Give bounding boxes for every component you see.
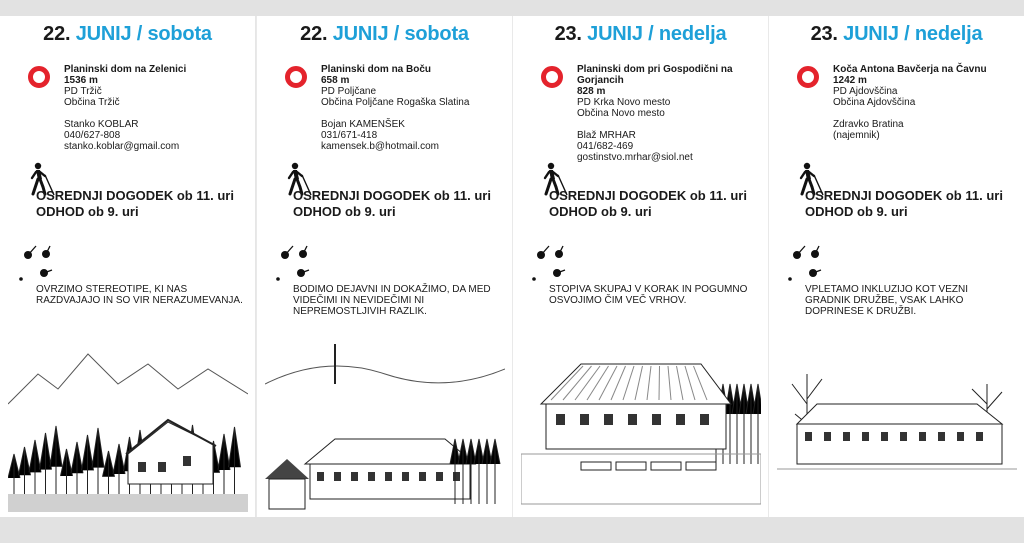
speech-bubbles-icon (529, 238, 569, 282)
speech-bubbles-icon (273, 238, 313, 282)
contact-name: Stanko KOBLAR (64, 119, 139, 130)
date-heading (769, 23, 1024, 46)
date-heading (0, 23, 255, 46)
event-block (293, 188, 491, 220)
hut-name: Koča Antona Bavčerja na Čavnu (833, 64, 987, 75)
hut-name: Planinski dom na Boču (321, 64, 432, 75)
departure-time: ODHOD ob 9. uri (549, 204, 652, 219)
panel (256, 16, 512, 517)
event-block (805, 188, 1003, 220)
inclusion-message: BODIMO DEJAVNI IN DOKAŽIMO, DA MED VIDEČIMI IN NEVIDEČIMI NI NEPREMOSTLJIVIH RAZLIK. (293, 284, 491, 317)
contact-phone: 041/682-469 (577, 141, 634, 152)
contact-email: stanko.koblar@gmail.com (64, 141, 180, 152)
inclusion-message: OVRZIMO STEREOTIPE, KI NAS RAZDVAJAJO IN SO VIR NERAZUMEVANJA. (36, 284, 243, 306)
info-line: Občina Novo mesto (577, 108, 665, 119)
contact-email: gostinstvo.mrhar@siol.net (577, 152, 693, 163)
contact-name: Blaž MRHAR (577, 130, 636, 141)
altitude: 658 m (321, 75, 350, 86)
location-info (321, 64, 507, 152)
info-line (64, 108, 250, 119)
main-event: OSREDNJI DOGODEK ob 11. uri (36, 188, 234, 203)
speech-bubbles-icon (16, 238, 56, 282)
info-line: Občina Poljčane Rogaška Slatina (321, 97, 470, 108)
info-line: Občina Tržič (64, 97, 120, 108)
speech-bubbles-icon (785, 238, 825, 282)
info-line: PD Ajdovščina (833, 86, 898, 97)
panel (512, 16, 768, 517)
contact-phone: 031/671-418 (321, 130, 378, 141)
event-block (549, 188, 747, 220)
day-number: 23. (554, 23, 582, 45)
month-weekday: JUNIJ / nedelja (587, 23, 727, 45)
location-ring-icon (541, 66, 563, 88)
hut-sketch (265, 344, 505, 512)
month-weekday: JUNIJ / sobota (332, 23, 469, 45)
info-line: Občina Ajdovščina (833, 97, 916, 108)
info-line (833, 108, 1019, 119)
departure-time: ODHOD ob 9. uri (805, 204, 908, 219)
month-weekday: JUNIJ / nedelja (843, 23, 983, 45)
day-number: 22. (300, 23, 328, 45)
contact-name: Zdravko Bratina (833, 119, 904, 130)
date-heading (257, 23, 512, 46)
info-line: PD Tržič (64, 86, 102, 97)
location-ring-icon (28, 66, 50, 88)
hut-name: Planinski dom na Zelenici (64, 64, 187, 75)
contact-email: kamensek.b@hotmail.com (321, 141, 439, 152)
inclusion-message: STOPIVA SKUPAJ V KORAK IN POGUMNO OSVOJIMO ČIM VEČ VRHOV. (549, 284, 748, 306)
date-heading (513, 23, 768, 46)
location-info (833, 64, 1019, 152)
altitude: 1536 m (64, 75, 98, 86)
contact-email (833, 141, 1019, 152)
hut-sketch (8, 344, 248, 512)
top-border (0, 0, 1024, 16)
bottom-border (0, 517, 1024, 543)
location-info (64, 64, 250, 152)
info-line (321, 108, 507, 119)
departure-time: ODHOD ob 9. uri (293, 204, 396, 219)
month-weekday: JUNIJ / sobota (75, 23, 212, 45)
location-ring-icon (285, 66, 307, 88)
main-event: OSREDNJI DOGODEK ob 11. uri (293, 188, 491, 203)
day-number: 22. (43, 23, 71, 45)
event-block (36, 188, 234, 220)
panel (0, 16, 255, 517)
contact-name: Bojan KAMENŠEK (321, 119, 405, 130)
panel (768, 16, 1024, 517)
altitude: 828 m (577, 86, 606, 97)
departure-time: ODHOD ob 9. uri (36, 204, 139, 219)
info-line: PD Poljčane (321, 86, 377, 97)
hut-sketch (777, 344, 1017, 512)
contact-phone: 040/627-808 (64, 130, 121, 141)
contact-phone: (najemnik) (833, 130, 880, 141)
hut-sketch (521, 344, 761, 512)
day-number: 23. (810, 23, 838, 45)
location-info (577, 64, 763, 163)
inclusion-message: VPLETAMO INKLUZIJO KOT VEZNI GRADNIK DRUŽBE, VSAK LAHKO DOPRINESE K DRUŽBI. (805, 284, 968, 317)
hut-name: Planinski dom pri Gospodični na Gorjancih (577, 64, 733, 86)
main-event: OSREDNJI DOGODEK ob 11. uri (805, 188, 1003, 203)
info-line (577, 119, 763, 130)
altitude: 1242 m (833, 75, 867, 86)
main-event: OSREDNJI DOGODEK ob 11. uri (549, 188, 747, 203)
location-ring-icon (797, 66, 819, 88)
info-line: PD Krka Novo mesto (577, 97, 671, 108)
